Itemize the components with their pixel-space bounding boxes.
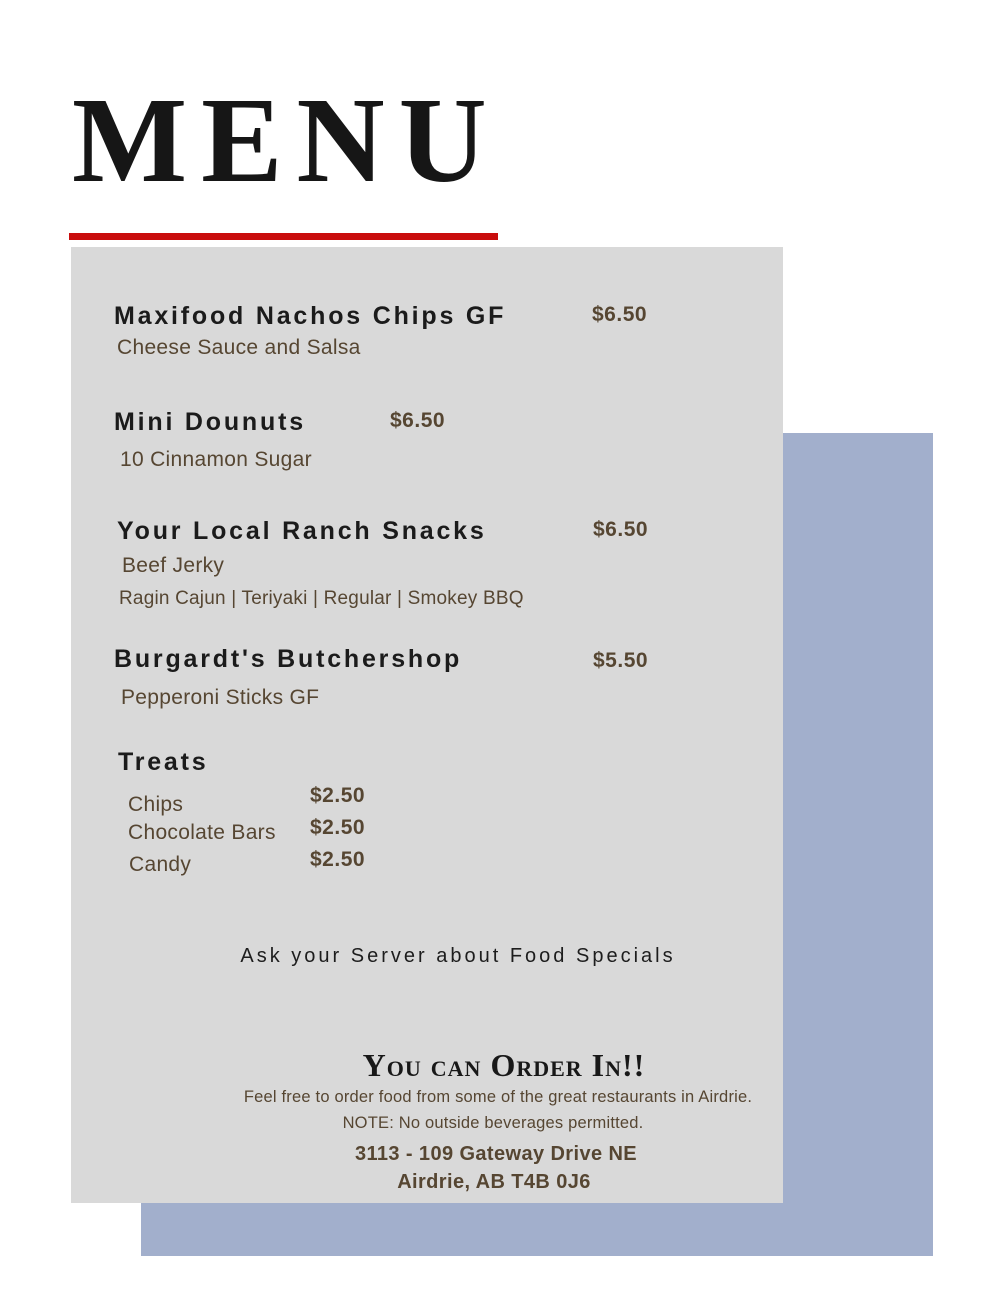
treat-item-price: $2.50 xyxy=(310,816,366,839)
treat-item-price: $2.50 xyxy=(310,784,366,807)
order-in-heading: You can Order In!! xyxy=(362,1047,646,1083)
treat-item-name: Candy xyxy=(129,853,192,876)
menu-item-name: Maxifood Nachos Chips GF xyxy=(114,302,507,330)
menu-item-price: $6.50 xyxy=(593,518,649,541)
menu-item-name: Mini Dounuts xyxy=(114,408,306,436)
address-line-2: Airdrie, AB T4B 0J6 xyxy=(397,1171,591,1193)
menu-item-price: $6.50 xyxy=(592,303,648,326)
order-in-line-1: Feel free to order food from some of the great restaurants in Airdrie. xyxy=(243,1088,753,1106)
menu-item-description: Pepperoni Sticks GF xyxy=(121,686,320,709)
menu-item-name: Burgardt's Butchershop xyxy=(114,645,463,673)
treat-item-name: Chips xyxy=(128,793,184,816)
menu-item-price: $5.50 xyxy=(593,649,649,672)
menu-item-description: Cheese Sauce and Salsa xyxy=(117,336,361,359)
treat-item-price: $2.50 xyxy=(310,848,366,871)
title-underline xyxy=(69,233,498,240)
page-title: MENU xyxy=(72,73,501,208)
address-line-1: 3113 - 109 Gateway Drive NE xyxy=(354,1143,638,1165)
order-in-line-2: NOTE: No outside beverages permitted. xyxy=(342,1114,644,1132)
treat-item-name: Chocolate Bars xyxy=(128,821,276,844)
menu-item-variants: Ragin Cajun | Teriyaki | Regular | Smokey BBQ xyxy=(119,588,524,609)
menu-item-description: Beef Jerky xyxy=(122,554,225,577)
menu-item-price: $6.50 xyxy=(390,409,446,432)
treats-section-heading: Treats xyxy=(118,748,209,776)
server-specials-note: Ask your Server about Food Specials xyxy=(240,945,676,967)
menu-item-description: 10 Cinnamon Sugar xyxy=(120,448,312,471)
menu-item-name: Your Local Ranch Snacks xyxy=(117,517,487,545)
